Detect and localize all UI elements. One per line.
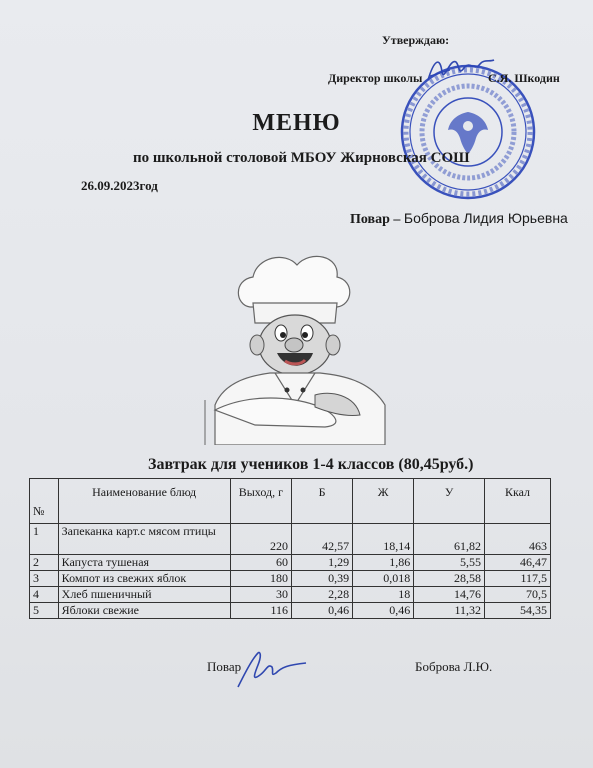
dish-fat: 1,86 xyxy=(353,555,414,571)
table-row xyxy=(30,555,551,571)
dish-protein: 0,39 xyxy=(292,571,353,587)
dish-kcal: 117,5 xyxy=(485,571,551,587)
director-label: Директор школы xyxy=(328,71,423,85)
dish-protein: 42,57 xyxy=(292,524,353,555)
director-name: С.Я. Шкодин xyxy=(488,71,560,85)
col-header-yield: Выход, г xyxy=(230,479,291,524)
cook-line xyxy=(350,210,568,228)
dish-yield: 30 xyxy=(230,587,291,603)
dish-protein: 1,29 xyxy=(292,555,353,571)
col-header-fat: Ж xyxy=(353,479,414,524)
dish-carbs: 14,76 xyxy=(414,587,485,603)
col-header-number: № xyxy=(30,479,59,524)
cook-label: Повар – xyxy=(350,212,401,227)
dish-name: Запеканка карт.с мясом птицы xyxy=(58,524,230,555)
row-number: 4 xyxy=(30,587,59,603)
col-header-kcal: Ккал xyxy=(485,479,551,524)
footer-cook-name: Боброва Л.Ю. xyxy=(415,659,493,674)
row-number: 2 xyxy=(30,555,59,571)
col-header-dish: Наименование блюд xyxy=(58,479,230,524)
dish-yield: 180 xyxy=(230,571,291,587)
dish-carbs: 11,32 xyxy=(414,603,485,619)
dish-yield: 60 xyxy=(230,555,291,571)
dish-fat: 0,018 xyxy=(353,571,414,587)
menu-table xyxy=(29,478,551,619)
chef-illustration xyxy=(195,245,405,445)
table-row xyxy=(30,524,551,555)
footer-cook-label: Повар xyxy=(207,659,242,674)
dish-name: Компот из свежих яблок xyxy=(58,571,230,587)
row-number: 1 xyxy=(30,524,59,555)
meal-title: Завтрак для учеников 1-4 классов (80,45руб.) xyxy=(148,456,474,473)
dish-carbs: 28,58 xyxy=(414,571,485,587)
col-header-carbs: У xyxy=(414,479,485,524)
dish-protein: 0,46 xyxy=(292,603,353,619)
dish-kcal: 54,35 xyxy=(485,603,551,619)
dish-protein: 2,28 xyxy=(292,587,353,603)
dish-fat: 18,14 xyxy=(353,524,414,555)
dish-kcal: 463 xyxy=(485,524,551,555)
dish-carbs: 5,55 xyxy=(414,555,485,571)
dish-name: Хлеб пшеничный xyxy=(58,587,230,603)
dish-yield: 116 xyxy=(230,603,291,619)
dish-kcal: 70,5 xyxy=(485,587,551,603)
table-row xyxy=(30,587,551,603)
dish-fat: 0,46 xyxy=(353,603,414,619)
page-title: МЕНЮ xyxy=(252,110,341,136)
approval-label: Утверждаю: xyxy=(382,33,450,47)
page-subtitle: по школьной столовой МБОУ Жирновская СОШ xyxy=(133,150,470,166)
row-number: 5 xyxy=(30,603,59,619)
col-header-protein: Б xyxy=(292,479,353,524)
dish-fat: 18 xyxy=(353,587,414,603)
dish-yield: 220 xyxy=(230,524,291,555)
cook-name: Боброва Лидия Юрьевна xyxy=(403,210,568,226)
table-header-row xyxy=(30,479,551,524)
dish-name: Капуста тушеная xyxy=(58,555,230,571)
menu-date: 26.09.2023год xyxy=(81,178,158,193)
cook-signature xyxy=(232,645,312,693)
table-row xyxy=(30,571,551,587)
row-number: 3 xyxy=(30,571,59,587)
dish-carbs: 61,82 xyxy=(414,524,485,555)
dish-name: Яблоки свежие xyxy=(58,603,230,619)
table-row xyxy=(30,603,551,619)
dish-kcal: 46,47 xyxy=(485,555,551,571)
